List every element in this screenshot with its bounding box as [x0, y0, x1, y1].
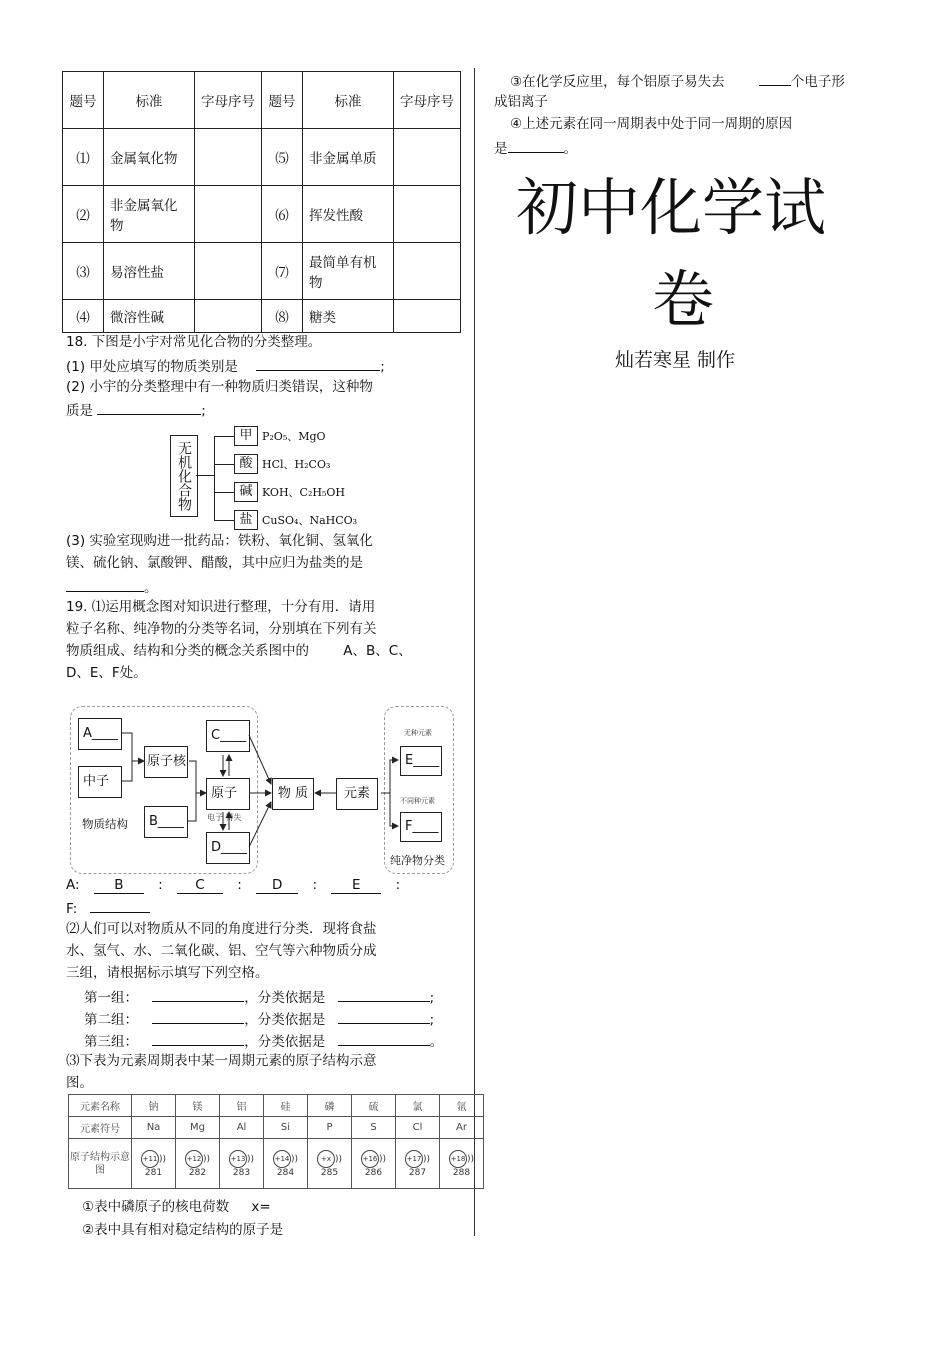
connector [214, 436, 215, 520]
shell-electrons: 282 [188, 1167, 207, 1178]
node-element: 元素 [336, 778, 378, 810]
row-label: 元素名称 [69, 1095, 132, 1117]
compound-tree [170, 425, 370, 529]
q18-part2-blank[interactable] [97, 398, 201, 415]
column-divider [474, 68, 475, 1236]
q19-part2-line2: 水、氢气、水、二氧化碳、铝、空气等六种物质分成 [66, 943, 377, 959]
connector [214, 492, 234, 493]
structure-label: 物质结构 [82, 817, 128, 831]
row-standard: 最简单有机物 [303, 243, 394, 300]
punct: ; [380, 359, 385, 375]
row-standard: 糖类 [303, 300, 394, 333]
shell-electrons: 288 [452, 1167, 471, 1178]
right-q4-line2 [494, 136, 577, 160]
separator: : [312, 877, 318, 893]
element-name: 镁 [176, 1095, 220, 1117]
right-q4-blank[interactable] [508, 136, 564, 153]
q19-answers [66, 874, 400, 896]
row-standard: 易溶性盐 [104, 243, 195, 300]
right-q3-line1 [510, 69, 845, 93]
right-q3-end: 个电子形 [790, 74, 845, 90]
punct: 。 [563, 141, 577, 157]
row-standard: 金属氧化物 [104, 129, 195, 186]
group-blank[interactable] [152, 1029, 244, 1046]
atom-diagram: +x )) 285 [308, 1139, 352, 1189]
answer-cell[interactable] [195, 129, 262, 186]
tree-root: 无机化合物 [170, 435, 198, 517]
pure-label: 纯净物分类 [390, 854, 445, 867]
branch-items: P₂O₅、MgO [262, 430, 326, 443]
q19-part2-line1: ⑵人们可以对物质从不同的角度进行分类．现将食盐 [66, 921, 377, 937]
table-row [63, 186, 461, 243]
basis-blank[interactable] [338, 985, 430, 1002]
col-header-standard: 标准 [303, 72, 394, 129]
q19-part2-line3: 三组，请根据标示填写下列空格。 [66, 965, 269, 981]
nucleus: +14 [273, 1150, 291, 1168]
row-number: ⑸ [262, 129, 303, 186]
sub-question-1-end: x= [251, 1199, 271, 1215]
branch-items: CuSO₄、NaHCO₃ [262, 514, 358, 527]
element-symbol: Mg [176, 1117, 220, 1139]
answer-cell[interactable] [195, 300, 262, 333]
group-basis: ，分类依据是 [244, 1034, 326, 1050]
diagram-arrows [68, 704, 458, 876]
shell-electrons: 286 [364, 1167, 383, 1178]
connector [196, 475, 214, 476]
right-q3-line2: 成铝离子 [494, 94, 548, 110]
shell-electrons: 284 [276, 1167, 295, 1178]
col-header-number: 题号 [63, 72, 104, 129]
document-author: 灿若寒星 制作 [615, 349, 736, 371]
atom-diagram: +12 )) 282 [176, 1139, 220, 1189]
separator: : [237, 877, 242, 893]
document-title-line1: 初中化学试 [516, 171, 827, 244]
node-d: D____ [206, 832, 250, 864]
answer-cell[interactable] [394, 129, 461, 186]
q19-line2: 粒子名称、纯净物的分类等名词，分别填在下列有关 [66, 621, 377, 637]
answer-a-label: A: [66, 877, 80, 893]
connector [214, 464, 234, 465]
node-nucleus: 原子核 [144, 746, 188, 778]
node-atom: 原子 [206, 778, 250, 810]
group-name: 第一组： [84, 990, 138, 1006]
table-row [63, 243, 461, 300]
row-standard: 挥发性酸 [303, 186, 394, 243]
q19-line1: 19. ⑴运用概念图对知识进行整理，十分有用．请用 [66, 599, 376, 615]
row-number: ⑻ [262, 300, 303, 333]
col-header-letter: 字母序号 [394, 72, 461, 129]
branch-label: 盐 [234, 510, 258, 530]
group-name: 第二组： [84, 1012, 138, 1028]
q19-line3 [66, 640, 412, 662]
q19-part3-line1: ⑶下表为元素周期表中某一周期元素的原子结构示意 [66, 1053, 377, 1069]
row-standard: 微溶性碱 [104, 300, 195, 333]
shell-electrons: 281 [144, 1167, 163, 1178]
row-label: 元素符号 [69, 1117, 132, 1139]
q19-part3-line2: 图。 [66, 1075, 93, 1091]
element-name: 铝 [220, 1095, 264, 1117]
q19-answer-f [66, 896, 150, 920]
group-blank[interactable] [152, 985, 244, 1002]
punct: 。 [429, 1034, 444, 1050]
branch-items: KOH、C₂H₅OH [262, 486, 345, 499]
q18-part2-line2 [66, 398, 206, 422]
element-name: 磷 [308, 1095, 352, 1117]
sub-question-2: ②表中具有相对稳定结构的原子是 [82, 1222, 284, 1238]
punct: ; [429, 1012, 435, 1028]
row-standard: 非金属氧化物 [104, 186, 195, 243]
atom-diagram: +11 )) 281 [132, 1139, 176, 1189]
nucleus: +18 [449, 1150, 467, 1168]
node-e: E____ [400, 746, 442, 776]
basis-blank[interactable] [338, 1029, 430, 1046]
element-symbol: Na [132, 1117, 176, 1139]
answer-blank[interactable]: B [94, 877, 144, 894]
nucleus: +x [317, 1150, 335, 1168]
node-c: C____ [206, 720, 250, 752]
atom-diagram: +14 )) 284 [264, 1139, 308, 1189]
right-q3-text: ③在化学反应里，每个铝原子易失去 [510, 74, 725, 90]
document-title-line2: 卷 [652, 263, 715, 336]
punct: 。 [144, 580, 158, 596]
answer-cell[interactable] [394, 243, 461, 300]
punct: ; [429, 990, 435, 1006]
row-number: ⑵ [63, 186, 104, 243]
sub-question-1 [82, 1196, 271, 1218]
sub-question-1-text: ①表中磷原子的核电荷数 [82, 1199, 230, 1215]
element-name: 氯 [396, 1095, 440, 1117]
branch-label: 碱 [234, 482, 258, 502]
answer-cell[interactable] [195, 243, 262, 300]
q18-part3-line1: (3) 实验室现购进一批药品：铁粉、氧化铜、氢氧化 [66, 533, 373, 549]
group-row-1 [84, 985, 434, 1009]
row-number: ⑺ [262, 243, 303, 300]
group-blank[interactable] [152, 1007, 244, 1024]
concept-diagram [68, 704, 458, 876]
q18-part3-line2: 镁、硫化钠、氯酸钾、醋酸，其中应归为盐类的是 [66, 555, 363, 571]
element-name: 硅 [264, 1095, 308, 1117]
element-name: 氩 [440, 1095, 484, 1117]
q19-line3-text: 物质组成、结构和分类的概念关系图中的 [66, 643, 309, 659]
element-name: 硫 [352, 1095, 396, 1117]
shell-electrons: 283 [232, 1167, 251, 1178]
answer-blank[interactable]: D [256, 877, 298, 894]
element-symbol: Ar [440, 1117, 484, 1139]
nucleus: +13 [229, 1150, 247, 1168]
node-b: B____ [144, 806, 188, 838]
row-standard: 非金属单质 [303, 129, 394, 186]
atom-diagram: +17 )) 287 [396, 1139, 440, 1189]
col-header-standard: 标准 [104, 72, 195, 129]
answer-f-blank[interactable] [90, 896, 150, 913]
gain-lose-label: 电子 得失 [207, 813, 242, 822]
answer-blank[interactable]: E [331, 877, 381, 894]
node-neutron: 中子 [78, 766, 122, 798]
row-number: ⑴ [63, 129, 104, 186]
connector [214, 520, 234, 521]
shell-electrons: 285 [320, 1167, 339, 1178]
group-basis: ，分类依据是 [244, 1012, 326, 1028]
branch-items: HCl、H₂CO₃ [262, 458, 331, 471]
branch-label: 甲 [234, 426, 258, 446]
row-number: ⑷ [63, 300, 104, 333]
nucleus: +12 [185, 1150, 203, 1168]
q18-part1-text: (1) 甲处应填写的物质类别是 [66, 359, 238, 375]
separator: : [158, 877, 163, 893]
answer-f-label: F: [66, 901, 78, 917]
element-table [68, 1094, 484, 1189]
element-symbol: S [352, 1117, 396, 1139]
nucleus: +11 [141, 1150, 159, 1168]
q18-part1-blank[interactable] [256, 354, 380, 371]
answer-blank[interactable]: C [177, 877, 223, 894]
shell-electrons: 287 [408, 1167, 427, 1178]
element-symbol: Si [264, 1117, 308, 1139]
right-q4-line1: ④上述元素在同一周期表中处于同一周期的原因 [510, 116, 793, 132]
element-name: 钠 [132, 1095, 176, 1117]
q19-line3-end: A、B、C、 [343, 643, 412, 659]
right-q4-text: 是 [494, 141, 508, 157]
classification-table [62, 71, 461, 333]
table-row [63, 129, 461, 186]
element-symbol: Cl [396, 1117, 440, 1139]
answer-cell[interactable] [195, 186, 262, 243]
element-symbol: P [308, 1117, 352, 1139]
connector [214, 436, 234, 437]
group-basis: ，分类依据是 [244, 990, 326, 1006]
answer-cell[interactable] [394, 186, 461, 243]
row-number: ⑶ [63, 243, 104, 300]
basis-blank[interactable] [338, 1007, 430, 1024]
row-label: 原子结构示意图 [69, 1139, 132, 1189]
separator: : [395, 877, 401, 893]
f-caption: 不同种元素 [400, 797, 435, 805]
q18-title: 18. 下图是小宇对常见化合物的分类整理。 [66, 334, 322, 350]
row-number: ⑹ [262, 186, 303, 243]
q18-part2-text: 质是 [66, 403, 93, 419]
col-header-letter: 字母序号 [195, 72, 262, 129]
element-symbol: Al [220, 1117, 264, 1139]
punct: ; [201, 403, 206, 419]
group-row-2 [84, 1007, 434, 1031]
atom-diagram: +16 )) 286 [352, 1139, 396, 1189]
atom-diagram: +18 )) 288 [440, 1139, 484, 1189]
e-caption: 无种元素 [404, 729, 432, 737]
q18-part1 [66, 354, 385, 378]
right-q3-blank[interactable] [759, 69, 791, 86]
q19-line4: D、E、F处。 [66, 665, 147, 681]
node-matter: 物 质 [272, 778, 314, 810]
table-row [63, 300, 461, 333]
nucleus: +17 [405, 1150, 423, 1168]
group-name: 第三组： [84, 1034, 138, 1050]
q18-part3-blank[interactable] [66, 575, 144, 592]
node-a: A____ [78, 718, 122, 750]
col-header-number: 题号 [262, 72, 303, 129]
branch-label: 酸 [234, 454, 258, 474]
node-f: F____ [400, 812, 442, 842]
q18-part2-line1: (2) 小宇的分类整理中有一种物质归类错误，这种物 [66, 379, 373, 395]
nucleus: +16 [361, 1150, 379, 1168]
atom-diagram: +13 )) 283 [220, 1139, 264, 1189]
answer-cell[interactable] [394, 300, 461, 333]
